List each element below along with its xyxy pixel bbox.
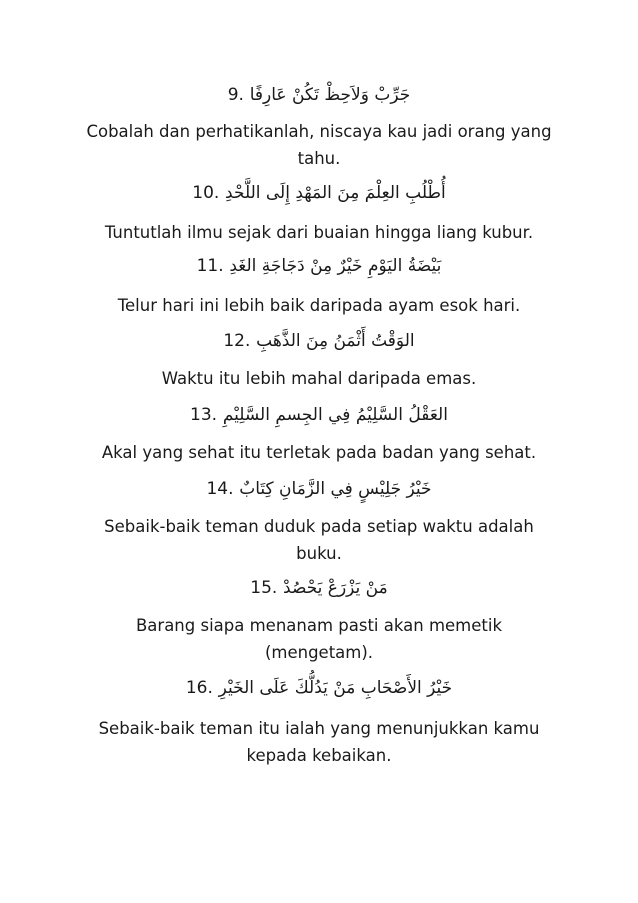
arabic-text: بَيْضَةُ اليَوْمِ خَيْرٌ مِنْ دَجَاجَةِ الغَدِ	[229, 256, 442, 276]
proverb-12-meaning	[60, 365, 578, 392]
meaning-line: Telur hari ini lebih baik daripada ayam esok hari.	[117, 296, 521, 315]
arabic-text: أُطْلُبِ العِلْمَ مِنَ المَهْدِ إِلَى اللَّحْدِ	[225, 183, 446, 203]
proverb-16-meaning	[60, 715, 578, 769]
arabic-text: خَيْرُ الأَصْحَابِ مَنْ يَدُلُّكَ عَلَى الخَيْرِ	[218, 678, 453, 698]
meaning-line: tahu.	[297, 149, 341, 168]
proverb-15-meaning	[60, 612, 578, 666]
proverb-13-meaning	[60, 439, 578, 466]
meaning-line: Cobalah dan perhatikanlah, niscaya kau jadi orang yang	[86, 122, 552, 141]
proverb-13	[60, 402, 578, 428]
meaning-line: Sebaik-baik teman itu ialah yang menunjukkan kamu	[98, 719, 540, 738]
proverb-number: 13.	[190, 405, 218, 425]
arabic-text: الوَقْتُ أَثْمَنُ مِنَ الذَّهَبِ	[256, 331, 415, 351]
proverb-10	[60, 180, 578, 206]
proverb-number: 15.	[250, 578, 278, 598]
proverb-14-meaning	[60, 513, 578, 567]
proverb-heading	[60, 253, 578, 279]
meaning-line: Waktu itu lebih mahal daripada emas.	[161, 369, 477, 388]
meaning-line: Barang siapa menanam pasti akan memetik	[135, 616, 503, 635]
arabic-text: جَرِّبْ وَلاَحِظْ تَكُنْ عَارِفًا	[249, 85, 411, 105]
proverb-heading	[60, 180, 578, 206]
proverb-10-meaning	[60, 219, 578, 246]
proverb-16	[60, 675, 578, 701]
arabic-text: مَنْ يَزْرَعْ يَحْصُدْ	[283, 578, 388, 598]
proverb-11	[60, 253, 578, 279]
proverb-heading	[60, 675, 578, 701]
proverb-15	[60, 575, 578, 601]
proverb-number: 14.	[206, 479, 234, 499]
meaning-line: kepada kebaikan.	[246, 746, 392, 765]
meaning-line: (mengetam).	[264, 643, 374, 662]
proverb-heading	[60, 82, 578, 108]
proverb-heading	[60, 476, 578, 502]
proverb-number: 11.	[196, 256, 224, 276]
meaning-line: Tuntutlah ilmu sejak dari buaian hingga liang kubur.	[104, 223, 534, 242]
proverb-heading	[60, 402, 578, 428]
proverb-11-meaning	[60, 292, 578, 319]
proverb-heading	[60, 328, 578, 354]
proverb-14	[60, 476, 578, 502]
proverb-heading	[60, 575, 578, 601]
meaning-line: buku.	[296, 544, 342, 563]
proverb-number: 12.	[223, 331, 251, 351]
meaning-line: Akal yang sehat itu terletak pada badan yang sehat.	[101, 443, 537, 462]
proverb-number: 10.	[192, 183, 220, 203]
proverb-12	[60, 328, 578, 354]
proverb-number: 9.	[227, 85, 244, 105]
proverb-9-meaning	[60, 118, 578, 172]
arabic-text: خَيْرُ جَلِيْسٍ فِي الزَّمَانِ كِتَابٌ	[239, 479, 432, 499]
arabic-text: العَقْلُ السَّلِيْمُ فِي الجِسمِ السَّلِيْمِ	[222, 405, 448, 425]
proverb-number: 16.	[185, 678, 213, 698]
meaning-line: Sebaik-baik teman duduk pada setiap waktu adalah	[104, 517, 534, 536]
proverb-9	[60, 82, 578, 108]
